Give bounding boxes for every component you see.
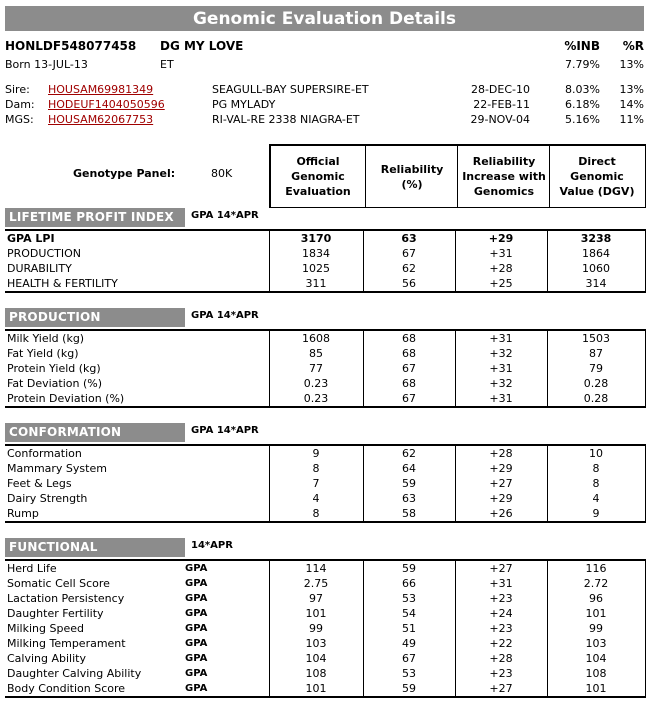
row-rel-increase-value: +28 bbox=[455, 651, 547, 666]
row-reliability-value: 62 bbox=[363, 261, 455, 276]
row-official-value: 0.23 bbox=[269, 391, 363, 407]
table-row bbox=[5, 376, 645, 391]
table-row bbox=[5, 560, 645, 576]
row-label: Dairy Strength bbox=[7, 491, 88, 505]
row-dgv-value: 2.72 bbox=[547, 576, 645, 591]
row-gpa-tag: GPA bbox=[185, 637, 208, 649]
pedigree-r: 14% bbox=[619, 98, 644, 111]
row-label: GPA LPI bbox=[5, 230, 185, 246]
row-official-value: 4 bbox=[269, 491, 363, 506]
col-reliability-header: Reliability (%) bbox=[365, 146, 458, 207]
row-dgv-value: 314 bbox=[547, 276, 645, 292]
row-reliability-value: 67 bbox=[363, 651, 455, 666]
table-row bbox=[5, 606, 645, 621]
row-official-value: 3170 bbox=[269, 230, 363, 246]
row-official-value: 0.23 bbox=[269, 376, 363, 391]
row-official-value: 2.75 bbox=[269, 576, 363, 591]
row-label: Daughter Fertility bbox=[7, 606, 104, 620]
row-official-value: 114 bbox=[269, 560, 363, 576]
row-reliability-value: 54 bbox=[363, 606, 455, 621]
table-row bbox=[5, 681, 645, 697]
row-label: Daughter Calving Ability bbox=[7, 666, 142, 680]
row-gpa-tag bbox=[185, 346, 269, 361]
row-rel-increase-value: +32 bbox=[455, 346, 547, 361]
row-rel-increase-value: +29 bbox=[455, 491, 547, 506]
section-tag: GPA 14*APR bbox=[191, 210, 259, 221]
column-header-box bbox=[269, 144, 646, 208]
row-label: Fat Deviation (%) bbox=[7, 376, 103, 390]
table-row bbox=[5, 445, 645, 461]
row-reliability-value: 53 bbox=[363, 666, 455, 681]
pedigree-id-link[interactable]: HODEUF1404050596 bbox=[48, 98, 165, 111]
row-gpa-tag: GPA bbox=[185, 667, 208, 679]
section-tag: GPA 14*APR bbox=[191, 425, 259, 436]
row-reliability-value: 59 bbox=[363, 560, 455, 576]
pedigree-inb: 8.03% bbox=[565, 83, 600, 96]
pedigree-r: 11% bbox=[619, 113, 644, 126]
row-label: Protein Yield (kg) bbox=[7, 361, 101, 375]
table-row bbox=[5, 636, 645, 651]
row-official-value: 103 bbox=[269, 636, 363, 651]
row-dgv-value: 0.28 bbox=[547, 391, 645, 407]
row-dgv-value: 87 bbox=[547, 346, 645, 361]
section-title: PRODUCTION bbox=[5, 308, 185, 327]
row-official-value: 101 bbox=[269, 681, 363, 697]
row-rel-increase-value: +27 bbox=[455, 681, 547, 697]
row-official-value: 77 bbox=[269, 361, 363, 376]
row-reliability-value: 62 bbox=[363, 445, 455, 461]
row-official-value: 8 bbox=[269, 506, 363, 522]
row-dgv-value: 103 bbox=[547, 636, 645, 651]
row-rel-increase-value: +31 bbox=[455, 391, 547, 407]
pedigree-id-link[interactable]: HOUSAM69981349 bbox=[48, 83, 154, 96]
row-reliability-value: 64 bbox=[363, 461, 455, 476]
row-gpa-tag: GPA bbox=[185, 607, 208, 619]
row-dgv-value: 1503 bbox=[547, 330, 645, 346]
row-reliability-value: 66 bbox=[363, 576, 455, 591]
row-rel-increase-value: +31 bbox=[455, 246, 547, 261]
row-rel-increase-value: +23 bbox=[455, 621, 547, 636]
row-dgv-value: 1864 bbox=[547, 246, 645, 261]
pedigree-id-link[interactable]: HOUSAM62067753 bbox=[48, 113, 154, 126]
row-dgv-value: 101 bbox=[547, 606, 645, 621]
page-title: Genomic Evaluation Details bbox=[5, 6, 644, 31]
row-rel-increase-value: +31 bbox=[455, 576, 547, 591]
row-gpa-tag bbox=[185, 376, 269, 391]
row-rel-increase-value: +26 bbox=[455, 506, 547, 522]
section-tag: GPA 14*APR bbox=[191, 310, 259, 321]
row-rel-increase-value: +29 bbox=[455, 230, 547, 246]
col-official-header: Official Genomic Evaluation bbox=[285, 155, 351, 198]
row-reliability-value: 53 bbox=[363, 591, 455, 606]
row-official-value: 101 bbox=[269, 606, 363, 621]
row-label: Milking Temperament bbox=[7, 636, 126, 650]
row-label: DURABILITY bbox=[7, 261, 72, 275]
row-reliability-value: 67 bbox=[363, 361, 455, 376]
table-row bbox=[5, 391, 645, 407]
row-label: Feet & Legs bbox=[7, 476, 72, 490]
row-label: Milking Speed bbox=[7, 621, 84, 635]
row-dgv-value: 104 bbox=[547, 651, 645, 666]
row-label: Body Condition Score bbox=[5, 681, 185, 697]
row-reliability-value: 67 bbox=[363, 246, 455, 261]
row-official-value: 104 bbox=[269, 651, 363, 666]
pct-inb-label: %INB bbox=[564, 39, 600, 53]
row-gpa-tag bbox=[185, 491, 269, 506]
row-label: Mammary System bbox=[7, 461, 107, 475]
row-gpa-tag: GPA bbox=[185, 560, 269, 576]
row-rel-increase-value: +31 bbox=[455, 330, 547, 346]
row-official-value: 311 bbox=[269, 276, 363, 292]
col-rel-increase-header: Reliability Increase with Genomics bbox=[457, 146, 550, 207]
row-gpa-tag bbox=[185, 461, 269, 476]
row-rel-increase-value: +23 bbox=[455, 591, 547, 606]
row-official-value: 108 bbox=[269, 666, 363, 681]
row-gpa-tag bbox=[185, 445, 269, 461]
row-gpa-tag bbox=[185, 246, 269, 261]
table-row bbox=[5, 476, 645, 491]
pedigree-inb: 6.18% bbox=[565, 98, 600, 111]
row-gpa-tag bbox=[185, 361, 269, 376]
row-dgv-value: 3238 bbox=[547, 230, 645, 246]
table-row bbox=[5, 276, 645, 292]
table-row bbox=[5, 246, 645, 261]
section-table bbox=[5, 329, 646, 408]
row-gpa-tag bbox=[185, 276, 269, 292]
born-date: Born 13-JUL-13 bbox=[5, 58, 88, 71]
row-official-value: 85 bbox=[269, 346, 363, 361]
row-dgv-value: 10 bbox=[547, 445, 645, 461]
row-dgv-value: 108 bbox=[547, 666, 645, 681]
table-row bbox=[5, 361, 645, 376]
table-row bbox=[5, 230, 645, 246]
table-row bbox=[5, 330, 645, 346]
section-table bbox=[5, 229, 646, 293]
row-label: Rump bbox=[5, 506, 185, 522]
row-official-value: 7 bbox=[269, 476, 363, 491]
animal-name: DG MY LOVE bbox=[160, 39, 244, 53]
table-row bbox=[5, 506, 645, 522]
row-label: Calving Ability bbox=[7, 651, 86, 665]
section-title: FUNCTIONAL bbox=[5, 538, 185, 557]
row-gpa-tag bbox=[185, 330, 269, 346]
row-label: Lactation Persistency bbox=[7, 591, 125, 605]
table-row bbox=[5, 591, 645, 606]
row-reliability-value: 56 bbox=[363, 276, 455, 292]
row-official-value: 8 bbox=[269, 461, 363, 476]
table-row bbox=[5, 491, 645, 506]
pedigree-date: 22-FEB-11 bbox=[473, 98, 530, 111]
animal-suffix: ET bbox=[160, 58, 174, 71]
row-reliability-value: 59 bbox=[363, 681, 455, 697]
row-dgv-value: 0.28 bbox=[547, 376, 645, 391]
row-gpa-tag bbox=[185, 476, 269, 491]
row-dgv-value: 4 bbox=[547, 491, 645, 506]
pedigree-inb: 5.16% bbox=[565, 113, 600, 126]
row-gpa-tag: GPA bbox=[185, 652, 208, 664]
table-row bbox=[5, 261, 645, 276]
row-reliability-value: 59 bbox=[363, 476, 455, 491]
row-rel-increase-value: +24 bbox=[455, 606, 547, 621]
section-title: CONFORMATION bbox=[5, 423, 185, 442]
row-gpa-tag bbox=[185, 506, 269, 522]
section-tag: 14*APR bbox=[191, 540, 233, 551]
table-row bbox=[5, 576, 645, 591]
pct-r-label: %R bbox=[622, 39, 644, 53]
row-gpa-tag: GPA bbox=[185, 622, 208, 634]
row-dgv-value: 116 bbox=[547, 560, 645, 576]
table-row bbox=[5, 621, 645, 636]
row-label: Somatic Cell Score bbox=[7, 576, 110, 590]
row-dgv-value: 99 bbox=[547, 621, 645, 636]
col-dgv-header: Direct Genomic Value (DGV) bbox=[549, 146, 644, 207]
row-reliability-value: 58 bbox=[363, 506, 455, 522]
row-rel-increase-value: +25 bbox=[455, 276, 547, 292]
row-label: Conformation bbox=[5, 445, 185, 461]
row-official-value: 1608 bbox=[269, 330, 363, 346]
row-reliability-value: 49 bbox=[363, 636, 455, 651]
row-official-value: 9 bbox=[269, 445, 363, 461]
section-table bbox=[5, 444, 646, 523]
row-label: Protein Deviation (%) bbox=[5, 391, 185, 407]
row-label: Herd Life bbox=[5, 560, 185, 576]
row-official-value: 1025 bbox=[269, 261, 363, 276]
row-dgv-value: 79 bbox=[547, 361, 645, 376]
row-reliability-value: 51 bbox=[363, 621, 455, 636]
row-reliability-value: 63 bbox=[363, 491, 455, 506]
row-dgv-value: 8 bbox=[547, 461, 645, 476]
row-rel-increase-value: +27 bbox=[455, 476, 547, 491]
row-label: PRODUCTION bbox=[7, 246, 81, 260]
row-dgv-value: 8 bbox=[547, 476, 645, 491]
row-gpa-tag: GPA bbox=[185, 577, 208, 589]
row-gpa-tag bbox=[185, 261, 269, 276]
row-label: HEALTH & FERTILITY bbox=[5, 276, 185, 292]
table-row bbox=[5, 346, 645, 361]
section-table bbox=[5, 559, 646, 698]
pedigree-role-label: MGS: bbox=[5, 113, 34, 126]
pedigree-name: RI-VAL-RE 2338 NIAGRA-ET bbox=[212, 113, 360, 126]
genotype-panel-value: 80K bbox=[211, 167, 233, 180]
row-reliability-value: 63 bbox=[363, 230, 455, 246]
row-rel-increase-value: +29 bbox=[455, 461, 547, 476]
row-dgv-value: 1060 bbox=[547, 261, 645, 276]
table-row bbox=[5, 666, 645, 681]
genotype-panel-label: Genotype Panel: bbox=[73, 167, 176, 180]
row-rel-increase-value: +32 bbox=[455, 376, 547, 391]
row-rel-increase-value: +27 bbox=[455, 560, 547, 576]
row-gpa-tag: GPA bbox=[185, 681, 269, 697]
row-reliability-value: 68 bbox=[363, 346, 455, 361]
animal-inb: 7.79% bbox=[565, 58, 600, 71]
row-rel-increase-value: +31 bbox=[455, 361, 547, 376]
table-row bbox=[5, 651, 645, 666]
animal-id: HONLDF548077458 bbox=[5, 39, 137, 53]
row-reliability-value: 67 bbox=[363, 391, 455, 407]
row-official-value: 97 bbox=[269, 591, 363, 606]
row-dgv-value: 9 bbox=[547, 506, 645, 522]
row-label: Milk Yield (kg) bbox=[5, 330, 185, 346]
row-official-value: 99 bbox=[269, 621, 363, 636]
row-reliability-value: 68 bbox=[363, 330, 455, 346]
row-rel-increase-value: +23 bbox=[455, 666, 547, 681]
row-label: Fat Yield (kg) bbox=[7, 346, 79, 360]
pedigree-role-label: Sire: bbox=[5, 83, 30, 96]
row-dgv-value: 101 bbox=[547, 681, 645, 697]
row-rel-increase-value: +22 bbox=[455, 636, 547, 651]
section-title: LIFETIME PROFIT INDEX bbox=[5, 208, 185, 227]
pedigree-date: 29-NOV-04 bbox=[470, 113, 530, 126]
pedigree-name: PG MYLADY bbox=[212, 98, 276, 111]
row-dgv-value: 96 bbox=[547, 591, 645, 606]
row-gpa-tag bbox=[185, 230, 269, 246]
animal-r: 13% bbox=[619, 58, 644, 71]
pedigree-role-label: Dam: bbox=[5, 98, 35, 111]
row-reliability-value: 68 bbox=[363, 376, 455, 391]
row-official-value: 1834 bbox=[269, 246, 363, 261]
row-rel-increase-value: +28 bbox=[455, 261, 547, 276]
row-gpa-tag bbox=[185, 391, 269, 407]
row-rel-increase-value: +28 bbox=[455, 445, 547, 461]
pedigree-name: SEAGULL-BAY SUPERSIRE-ET bbox=[212, 83, 369, 96]
pedigree-r: 13% bbox=[619, 83, 644, 96]
row-gpa-tag: GPA bbox=[185, 592, 208, 604]
pedigree-date: 28-DEC-10 bbox=[470, 83, 530, 96]
table-row bbox=[5, 461, 645, 476]
